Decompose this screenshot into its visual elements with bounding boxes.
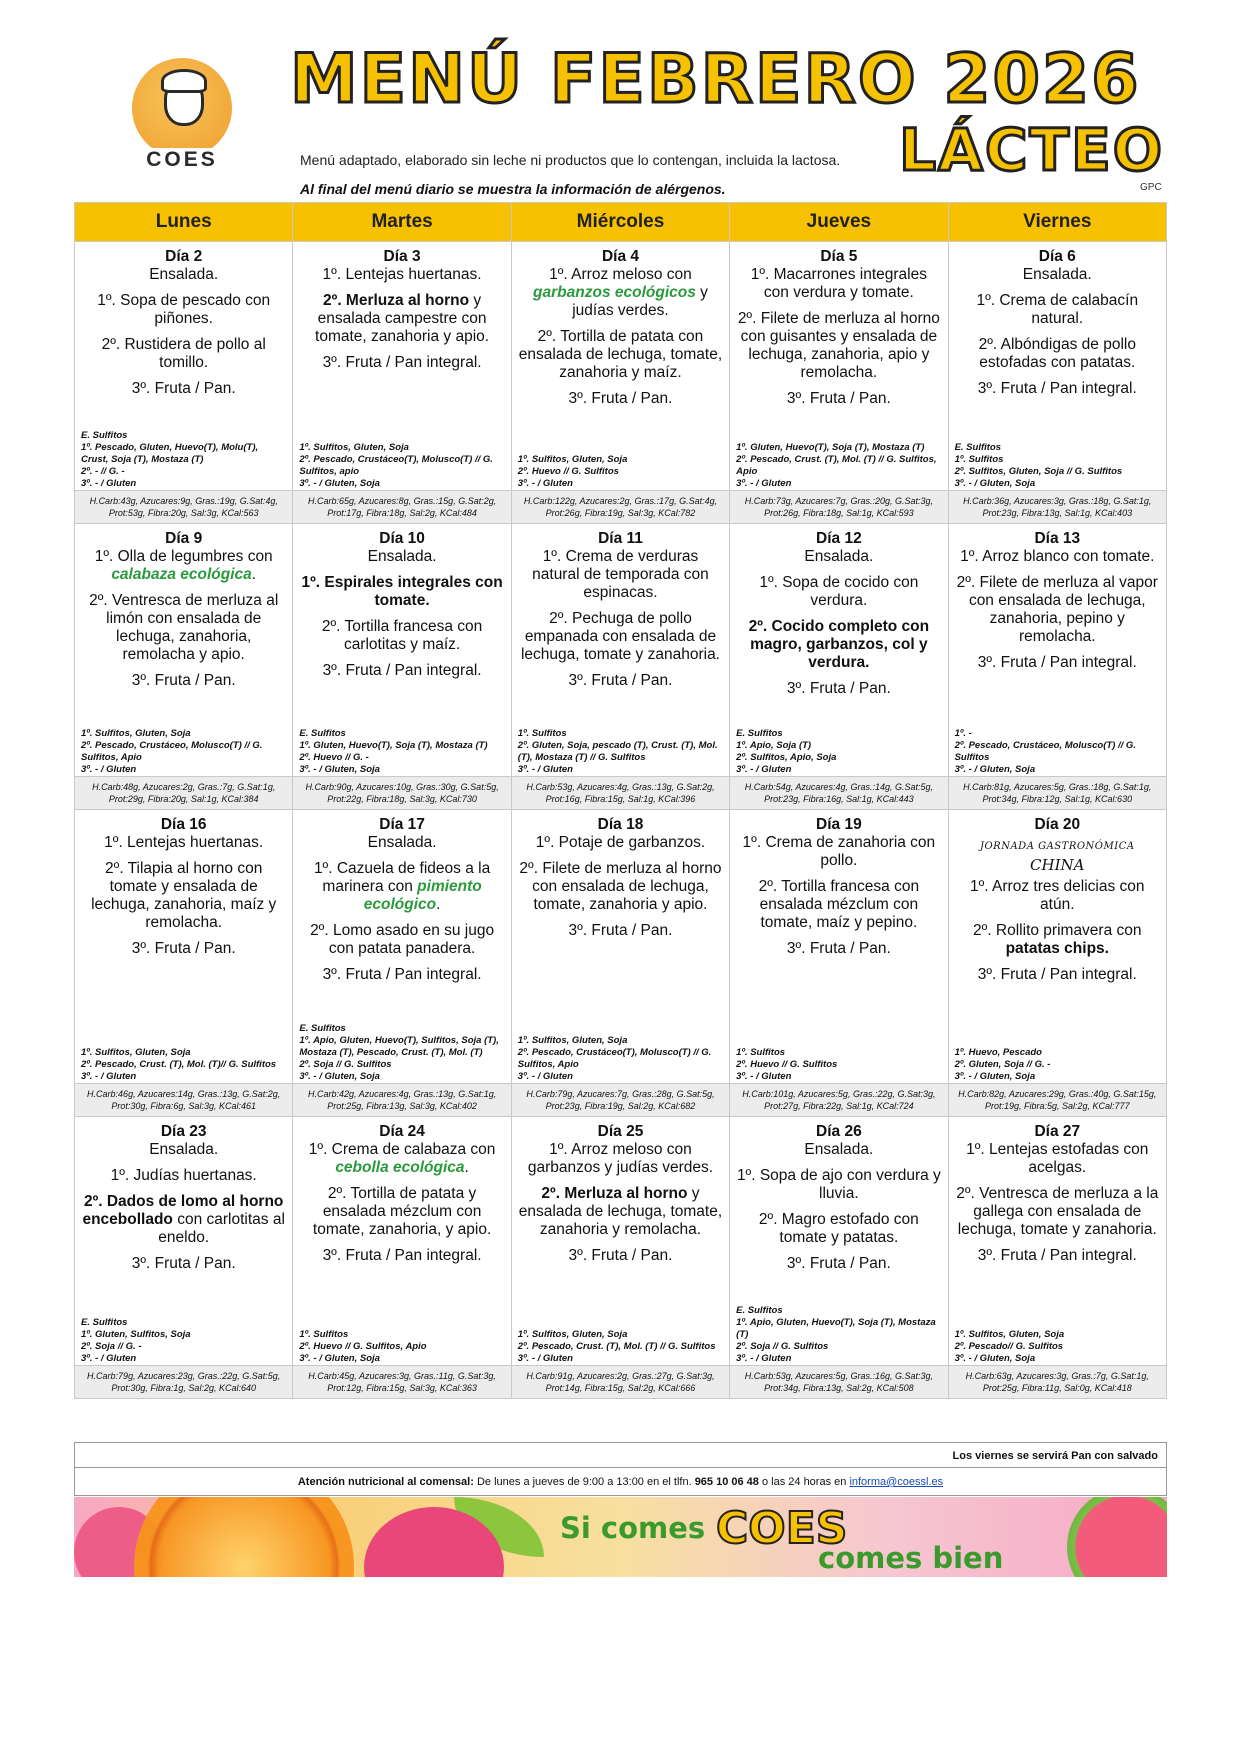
nutrition-info: H.Carb:73g, Azucares:7g, Gras.:20g, G.Sat:3g, Prot:26g, Fibra:18g, Sal:1g, KCal:593 [730,491,948,524]
day-label: Día 25 [597,1123,644,1140]
nutrition-info: H.Carb:45g, Azucares:3g, Gras.:11g, G.Sat:3g, Prot:12g, Fibra:15g, Sal:3g, KCal:363 [293,1366,511,1399]
nutrition-info: H.Carb:90g, Azucares:10g, Gras.:30g, G.Sat:5g, Prot:22g, Fibra:18g, Sal:3g, KCal:730 [293,777,511,810]
nutrition-info: H.Carb:101g, Azucares:5g, Gras.:22g, G.Sat:3g, Prot:27g, Fibra:22g, Sal:1g, KCal:724 [730,1084,948,1117]
dish-line: 3º. Fruta / Pan. [786,680,891,697]
nutrition-row [75,491,1167,524]
day-menu-cell [948,524,1166,707]
dish-line: 3º. Fruta / Pan integral. [322,966,482,983]
dish-line: 2º. Cocido completo con magro, garbanzos, col y verdura. [748,618,930,671]
day-label: Día 17 [379,816,425,833]
allergen-row [75,706,1167,777]
day-menu-cell [948,810,1166,1006]
slogan-comes-bien: comes bien [818,1541,1004,1575]
day-menu-cell [75,1117,293,1296]
allergen-list: E. Sulfitos 1º. Apio, Gluten, Huevo(T), Sulfitos, Soja (T), Mostaza (T), Pescado, Crust. (T), Mol. (T) 2º. Soja // G. Sulfitos 3º. - / Gluten, Soja [299,1023,499,1082]
dish-line: 3º. Fruta / Pan. [568,390,673,407]
allergen-row [75,1295,1167,1366]
allergen-list: 1º. Sulfitos 2º. Huevo // G. Sulfitos 3º. - / Gluten [736,1047,838,1082]
dish-line: 2º. Tortilla francesa con ensalada mézclum con tomate, maíz y pepino. [758,878,920,931]
dish-line: 2º. Merluza al horno y ensalada campestre con tomate, zanahoria y apio. [315,292,490,345]
allergen-cell [948,1005,1166,1084]
dish-line: 3º. Fruta / Pan integral. [977,654,1137,671]
dish-line: 3º. Fruta / Pan integral. [977,966,1137,983]
page-subtitle-diet: LÁCTEO [899,116,1164,184]
dish-line: 1º. Crema de zanahoria con pollo. [742,834,936,869]
allergen-list: E. Sulfitos 1º. Pescado, Gluten, Huevo(T), Molu(T), Crust, Soja (T), Mostaza (T) 2º. - // G. - 3º. - / Gluten [81,430,259,489]
allergen-cell [75,1005,293,1084]
allergen-list: E. Sulfitos 1º. Sulfitos 2º. Sulfitos, Gluten, Soja // G. Sulfitos 3º. - / Gluten, Soja [954,442,1123,489]
day-menu-cell [293,242,511,421]
contact-hours-2: o las 24 horas en [761,1476,847,1488]
nutrition-contact [74,1468,1167,1496]
dish-line: 3º. Fruta / Pan. [131,380,236,397]
menu-code: GPC [1140,182,1162,193]
dish-line: 3º. Fruta / Pan. [131,1255,236,1272]
nutrition-info: H.Carb:53g, Azucares:4g, Gras.:13g, G.Sat:2g, Prot:16g, Fibra:15g, Sal:1g, KCal:396 [511,777,729,810]
allergen-row [75,1005,1167,1084]
day-label: Día 20 [1034,816,1081,833]
slogan-banner [74,1497,1167,1577]
nutrition-info: H.Carb:43g, Azucares:9g, Gras.:19g, G.Sat:4g, Prot:53g, Fibra:20g, Sal:3g, KCal:563 [75,491,293,524]
watermelon-slice-icon [1067,1497,1167,1577]
day-label: Día 9 [165,530,203,547]
menu-row [75,1117,1167,1296]
dish-line: 3º. Fruta / Pan. [568,672,673,689]
dish-line: 2º. Filete de merluza al vapor con ensalada de lechuga, zanahoria, pepino y remolacha. [956,574,1158,645]
day-label: Día 5 [820,248,858,265]
organic-ingredient: calabaza ecológica [111,566,252,583]
day-label: Día 24 [379,1123,425,1140]
day-menu-cell [293,810,511,1006]
allergen-list: E. Sulfitos 1º. Apio, Soja (T) 2º. Sulfitos, Apio, Soja 3º. - / Gluten [736,728,837,775]
allergen-list: E. Sulfitos 1º. Gluten, Huevo(T), Soja (T), Mostaza (T) 2º. Huevo // G. - 3º. - / Gluten, Soja [299,728,488,775]
dish-line: 3º. Fruta / Pan integral. [322,1247,482,1264]
dish-line: 3º. Fruta / Pan. [786,1255,891,1272]
weekday-header: Martes [293,203,511,242]
logo-text: COES [128,148,236,172]
allergen-list: 1º. Sulfitos, Gluten, Soja 2º. Pescado, Crust. (T), Mol. (T) // G. Sulfitos 3º. - / Gluten [517,1329,716,1364]
day-label: Día 2 [165,248,203,265]
day-menu-cell [948,1117,1166,1296]
day-menu-cell [293,524,511,707]
allergen-list: 1º. Sulfitos 2º. Gluten, Soja, pescado (T), Crust. (T), Mol. (T), Mostaza (T) // G. Sulfitos 3º. - / Gluten [517,728,718,775]
dish-line: 2º. Pechuga de pollo empanada con ensalada de lechuga, tomate y zanahoria. [520,610,720,663]
dish-line: 1º. Arroz blanco con tomate. [960,548,1155,565]
nutrition-info: H.Carb:82g, Azucares:29g, Gras.:40g, G.Sat:15g, Prot:19g, Fibra:5g, Sal:2g, KCal:777 [948,1084,1166,1117]
weekday-header: Miércoles [511,203,729,242]
friday-bread-note: Los viernes se servirá Pan con salvado [74,1442,1167,1468]
nutrition-row [75,1366,1167,1399]
menu-row [75,810,1167,1006]
allergen-list: 1º. Sulfitos, Gluten, Soja 2º. Pescado// G. Sulfitos 3º. - / Gluten, Soja [954,1329,1065,1364]
organic-ingredient: cebolla ecológica [335,1159,465,1176]
dish-line: 3º. Fruta / Pan. [568,1247,673,1264]
nutrition-info: H.Carb:54g, Azucares:4g, Gras.:14g, G.Sat:5g, Prot:23g, Fibra:16g, Sal:1g, KCal:443 [730,777,948,810]
menu-description: Menú adaptado, elaborado sin leche ni productos que lo contengan, incluida la lactosa. [300,152,841,168]
nutrition-row [75,1084,1167,1117]
allergen-cell [948,1295,1166,1366]
dish-line: 3º. Fruta / Pan integral. [322,354,482,371]
dish-line: 3º. Fruta / Pan. [568,922,673,939]
dish-line: 1º. Lentejas estofadas con acelgas. [966,1141,1149,1176]
allergen-cell [511,706,729,777]
allergen-cell [511,420,729,491]
dish-line: 2º. Tortilla de patata con ensalada de lechuga, tomate, zanahoria y maíz. [518,328,723,381]
allergen-cell [511,1005,729,1084]
nutrition-info: H.Carb:91g, Azucares:2g, Gras.:27g, G.Sat:3g, Prot:14g, Fibra:15g, Sal:2g, KCal:666 [511,1366,729,1399]
menu-row [75,524,1167,707]
dish-line: 3º. Fruta / Pan. [786,940,891,957]
day-menu-cell [75,242,293,421]
allergen-row [75,420,1167,491]
allergen-list: 1º. Sulfitos, Gluten, Soja 2º. Pescado, Crustáceo(T), Molusco(T) // G. Sulfitos, apio 3º. - / Gluten, Soja [299,442,493,489]
menu-row [75,242,1167,421]
day-menu-cell [293,1117,511,1296]
weekday-header: Jueves [730,203,948,242]
day-menu-cell [730,810,948,1006]
dish-line: Ensalada. [804,548,874,565]
allergen-note: Al final del menú diario se muestra la información de alérgenos. [300,181,726,197]
day-menu-cell [730,1117,948,1296]
day-label: Día 19 [816,816,862,833]
day-menu-cell [511,524,729,707]
allergen-list: 1º. Gluten, Huevo(T), Soja (T), Mostaza (T) 2º. Pescado, Crust. (T), Mol. (T) // G. Sulfitos, Apio 3º. - / Gluten [736,442,937,489]
dish-line: 2º. Tortilla francesa con carlotitas y maíz. [321,618,483,653]
day-label: Día 23 [160,1123,207,1140]
weekday-header-row [75,203,1167,242]
nutrition-info: H.Carb:46g, Azucares:14g, Gras.:13g, G.Sat:2g, Prot:30g, Fibra:6g, Sal:3g, KCal:461 [75,1084,293,1117]
dish-line: 1º. Macarrones integrales con verdura y tomate. [750,266,927,301]
dish-line: 2º. Albóndigas de pollo estofadas con patatas. [978,336,1136,371]
slogan-brand: COES [716,1503,848,1554]
nutrition-info: H.Carb:122g, Azucares:2g, Gras.:17g, G.Sat:4g, Prot:26g, Fibra:19g, Sal:3g, KCal:782 [511,491,729,524]
allergen-list: 1º. - 2º. Pescado, Crustáceo, Molusco(T) // G. Sulfitos 3º. - / Gluten, Soja [954,728,1136,775]
gastronomic-day-theme: CHINA [1030,856,1085,874]
day-label: Día 27 [1034,1123,1081,1140]
weekday-header: Lunes [75,203,293,242]
dish-line: 3º. Fruta / Pan. [786,390,891,407]
dish-line: 2º. Filete de merluza al horno con ensalada de lechuga, tomate, zanahoria y apio. [519,860,722,913]
dish-line: 2º. Ventresca de merluza al limón con ensalada de lechuga, zanahoria, remolacha y apio. [89,592,279,663]
dish-line: 1º. Arroz tres delicias con atún. [970,878,1145,913]
dish-line: 1º. Espirales integrales con tomate. [301,574,503,609]
allergen-list: E. Sulfitos 1º. Apio, Gluten, Huevo(T), Soja (T), Mostaza (T) 2º. Soja // G. Sulfitos 3º. - / Gluten [736,1305,936,1364]
dish-line: 2º. Ventresca de merluza a la gallega con ensalada de lechuga, tomate y zanahoria. [956,1185,1159,1238]
allergen-cell [730,1295,948,1366]
dish-line: Ensalada. [149,266,219,283]
chef-icon [164,80,204,126]
day-label: Día 11 [598,530,643,547]
nutrition-info: H.Carb:81g, Azucares:5g, Gras.:18g, G.Sat:1g, Prot:34g, Fibra:12g, Sal:1g, KCal:630 [948,777,1166,810]
organic-ingredient: pimiento ecológico [363,878,482,913]
allergen-cell [730,706,948,777]
dish-line: 1º. Crema de calabaza con cebolla ecológica. [308,1141,496,1176]
dish-line: 1º. Olla de legumbres con calabaza ecológica. [94,548,273,583]
day-label: Día 3 [383,248,421,265]
nutrition-info: H.Carb:42g, Azucares:4g, Gras.:13g, G.Sat:1g, Prot:25g, Fibra:13g, Sal:3g, KCal:402 [293,1084,511,1117]
organic-ingredient: garbanzos ecológicos [533,284,696,301]
day-menu-cell [511,810,729,1006]
allergen-cell [293,1295,511,1366]
dish-line: Ensalada. [367,548,437,565]
day-label: Día 6 [1038,248,1076,265]
allergen-cell [511,1295,729,1366]
dish-line: 1º. Arroz meloso con garbanzos y judías verdes. [527,1141,714,1176]
allergen-cell [730,420,948,491]
contact-phone[interactable]: 965 10 06 48 [694,1476,759,1488]
dish-line: 1º. Sopa de cocido con verdura. [759,574,919,609]
allergen-cell [293,706,511,777]
day-label: Día 13 [1034,530,1081,547]
contact-label: Atención nutricional al comensal: [297,1476,474,1488]
day-menu-cell [511,242,729,421]
contact-email-link[interactable]: informa@coessl.es [849,1476,944,1488]
dish-line: Ensalada. [149,1141,219,1158]
dish-line: 1º. Arroz meloso con garbanzos ecológicos y judías verdes. [533,266,708,319]
dish-line: Ensalada. [1022,266,1092,283]
dish-line: 2º. Tortilla de patata y ensalada mézclum con tomate, zanahoria, y apio. [312,1185,492,1238]
day-menu-cell [948,242,1166,421]
nutrition-row [75,777,1167,810]
allergen-cell [75,1295,293,1366]
menu-table [74,202,1167,1399]
day-menu-cell [75,524,293,707]
dish-line: 3º. Fruta / Pan integral. [977,1247,1137,1264]
day-label: Día 26 [816,1123,862,1140]
day-menu-cell [730,524,948,707]
nutrition-info: H.Carb:48g, Azucares:2g, Gras.:7g, G.Sat:1g, Prot:29g, Fibra:20g, Sal:1g, KCal:384 [75,777,293,810]
page-title: MENÚ FEBRERO 2026 [290,40,1141,119]
allergen-cell [948,420,1166,491]
coes-logo [128,58,236,171]
day-menu-cell [730,242,948,421]
dish-line: 1º. Sopa de pescado con piñones. [97,292,271,327]
dish-line: 2º. Dados de lomo al horno encebollado con carlotitas al eneldo. [82,1193,285,1246]
dish-line: 2º. Rustidera de pollo al tomillo. [101,336,266,371]
day-label: Día 18 [597,816,644,833]
slogan-si-comes: Si comes [560,1511,706,1545]
allergen-cell [293,1005,511,1084]
allergen-list: E. Sulfitos 1º. Gluten, Sulfitos, Soja 2º. Soja // G. - 3º. - / Gluten [81,1317,191,1364]
gastronomic-day-label: JORNADA GASTRONÓMICA [979,841,1135,852]
dish-line: 2º. Magro estofado con tomate y patatas. [758,1211,919,1246]
dish-line: 1º. Lentejas huertanas. [322,266,482,283]
allergen-list: 1º. Sulfitos, Gluten, Soja 2º. Huevo // G. Sulfitos 3º. - / Gluten [517,454,628,489]
dish-line: Ensalada. [367,834,437,851]
nutrition-info: H.Carb:79g, Azucares:7g, Gras.:28g, G.Sat:5g, Prot:23g, Fibra:19g, Sal:2g, KCal:682 [511,1084,729,1117]
dish-line: 1º. Crema de calabacín natural. [976,292,1139,327]
dish-line: 1º. Judías huertanas. [110,1167,257,1184]
dish-line: 1º. Cazuela de fideos a la marinera con pimiento ecológico. [313,860,491,913]
nutrition-info: H.Carb:65g, Azucares:8g, Gras.:15g, G.Sat:2g, Prot:17g, Fibra:18g, Sal:2g, KCal:484 [293,491,511,524]
day-label: Día 12 [816,530,862,547]
nutrition-info: H.Carb:53g, Azucares:5g, Gras.:16g, G.Sat:3g, Prot:34g, Fibra:13g, Sal:2g, KCal:508 [730,1366,948,1399]
dish-line: 2º. Rollito primavera con patatas chips. [973,922,1142,957]
dish-line: 1º. Sopa de ajo con verdura y lluvia. [736,1167,941,1202]
orange-slice-icon [134,1497,354,1577]
nutrition-info: H.Carb:36g, Azucares:3g, Gras.:18g, G.Sat:1g, Prot:23g, Fibra:13g, Sal:1g, KCal:403 [948,491,1166,524]
allergen-cell [730,1005,948,1084]
weekday-header: Viernes [948,203,1166,242]
dish-line: 1º. Crema de verduras natural de temporada con espinacas. [532,548,709,601]
allergen-list: 1º. Sulfitos, Gluten, Soja 2º. Pescado, Crustáceo, Molusco(T) // G. Sulfitos, Apio 3º. - / Gluten [81,728,263,775]
dish-line: 1º. Lentejas huertanas. [104,834,264,851]
dish-line: 3º. Fruta / Pan integral. [977,380,1137,397]
allergen-list: 1º. Huevo, Pescado 2º. Gluten, Soja // G. - 3º. - / Gluten, Soja [954,1047,1051,1082]
dish-line: 2º. Filete de merluza al horno con guisantes y ensalada de lechuga, zanahoria, apio y remolacha. [737,310,940,381]
nutrition-info: H.Carb:63g, Azucares:3g, Gras.:7g, G.Sat:1g, Prot:25g, Fibra:11g, Sal:0g, KCal:418 [948,1366,1166,1399]
allergen-list: 1º. Sulfitos, Gluten, Soja 2º. Pescado, Crustáceo(T), Molusco(T) // G. Sulfitos, Apio 3º. - / Gluten [517,1035,712,1082]
allergen-list: 1º. Sulfitos 2º. Huevo // G. Sulfitos, Apio 3º. - / Gluten, Soja [299,1329,427,1364]
dish-line: 2º. Tilapia al horno con tomate y ensalada de lechuga, zanahoria, maíz y remolacha. [91,860,277,931]
day-label: Día 16 [160,816,207,833]
allergen-cell [948,706,1166,777]
dish-line: 3º. Fruta / Pan integral. [322,662,482,679]
dish-line: 3º. Fruta / Pan. [131,672,236,689]
allergen-cell [75,420,293,491]
dish-line: 3º. Fruta / Pan. [131,940,236,957]
day-menu-cell [75,810,293,1006]
day-label: Día 4 [601,248,639,265]
contact-hours: De lunes a jueves de 9:00 a 13:00 en el tlfn. [476,1476,692,1488]
day-menu-cell [511,1117,729,1296]
dish-line: 2º. Lomo asado en su jugo con patata panadera. [310,922,495,957]
dish-line: 2º. Merluza al horno y ensalada de lechuga, tomate, zanahoria y remolacha. [518,1185,723,1238]
allergen-cell [75,706,293,777]
nutrition-info: H.Carb:79g, Azucares:23g, Gras.:22g, G.Sat:5g, Prot:30g, Fibra:1g, Sal:2g, KCal:640 [75,1366,293,1399]
dish-line: 1º. Potaje de garbanzos. [535,834,706,851]
allergen-list: 1º. Sulfitos, Gluten, Soja 2º. Pescado, Crust. (T), Mol. (T)// G. Sulfitos 3º. - / Gluten [81,1047,277,1082]
dish-line: Ensalada. [804,1141,874,1158]
day-label: Día 10 [379,530,425,547]
allergen-cell [293,420,511,491]
